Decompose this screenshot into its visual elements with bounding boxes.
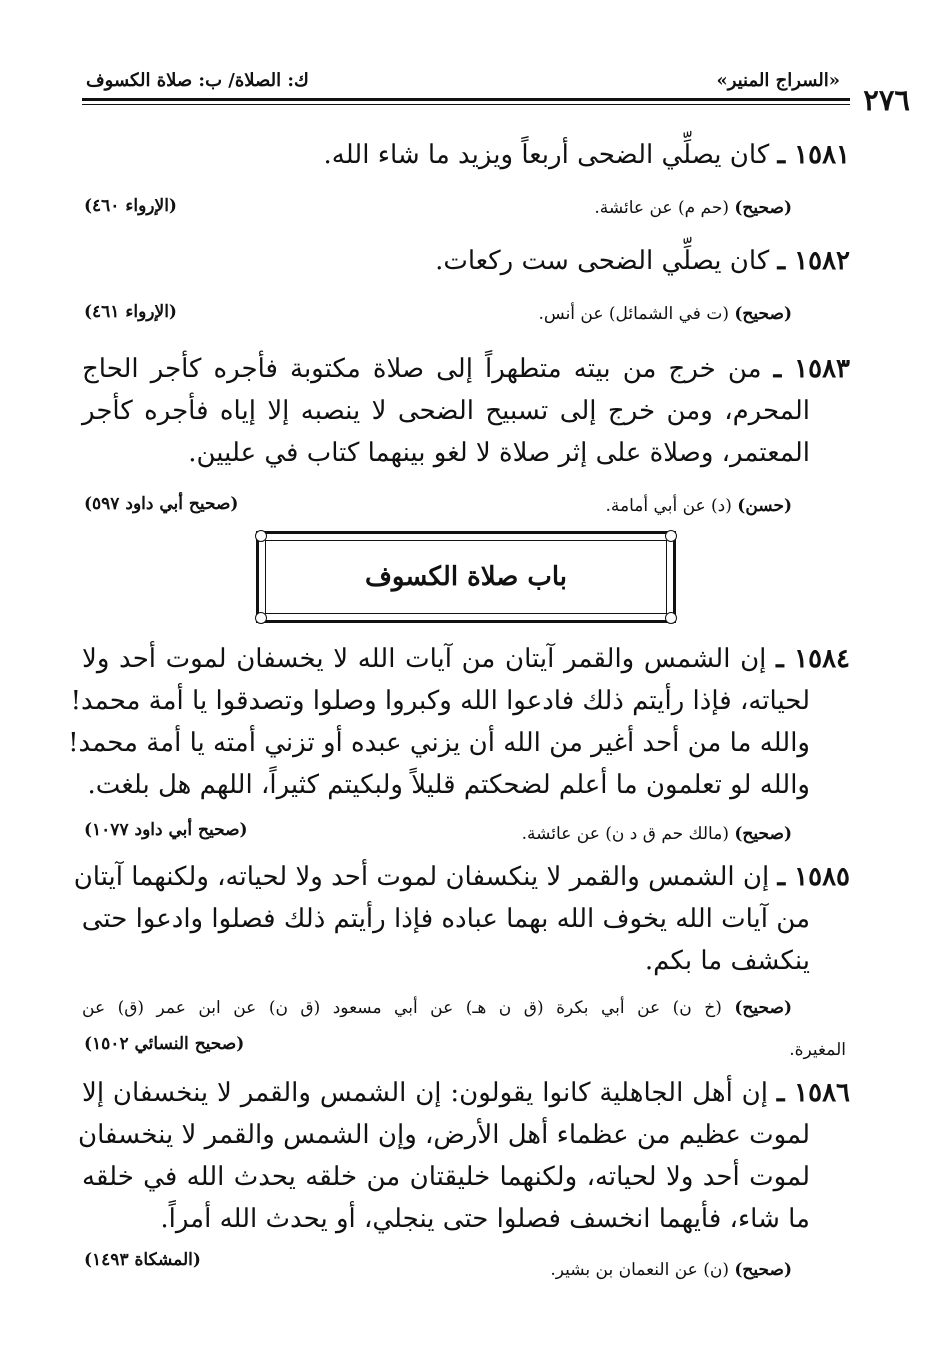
hadith-number: ١٥٨٦ ـ <box>776 1078 851 1108</box>
hadith-1583-line-2: المحرم، ومن خرج إلى تسبيح الضحى لا ينصبه إلا إياه فأجره كأجر <box>82 396 810 426</box>
hadith-line: من خرج من بيته متطهراً إلى صلاة مكتوبة فأجره كأجر الحاج <box>82 354 762 384</box>
hadith-1585-source <box>82 1000 792 1017</box>
hadith-1584-line-3: والله ما من أحد أغير من الله أن يزني عبده أو تزني أمته يا أمة محمد! <box>68 728 810 758</box>
corner-ornament <box>255 612 267 624</box>
source: (د) عن أبي أمامة. <box>605 496 732 516</box>
hadith-1585-line-3: ينكشف ما بكم. <box>644 946 810 976</box>
hadith-1585-line-2: من آيات الله يخوف الله بهما عباده فإذا رأيتم ذلك فصلوا وادعوا حتى <box>81 904 810 934</box>
hadith-line: إن الشمس والقمر آيتان من آيات الله لا يخسفان لموت أحد ولا <box>82 644 767 674</box>
hadith-number: ١٥٨٢ ـ <box>777 246 850 276</box>
hadith-1586-line-3: لموت أحد ولا لحياته، ولكنهما خليقتان من خلقه يحدث الله في خلقه <box>82 1162 810 1192</box>
grade: (صحيح) <box>734 198 792 218</box>
hadith-1582-source <box>539 306 793 323</box>
hadith-1581-text <box>324 142 851 168</box>
grade: (صحيح) <box>734 1260 792 1280</box>
hadith-1584-line-1 <box>82 646 850 672</box>
hadith-1584-ref: (صحيح أبي داود ١٠٧٧) <box>84 820 248 840</box>
hadith-1581-ref: (الإرواء ٤٦٠) <box>84 196 177 216</box>
hadith-1586-line-4: ما شاء، فأيهما انخسف فصلوا حتى ينجلي، أو يحدث الله أمراً. <box>160 1204 810 1234</box>
grade: (حسن) <box>737 496 792 516</box>
hadith-1582-ref: (الإرواء ٤٦١) <box>84 302 177 322</box>
hadith-1583-line-1 <box>82 356 850 382</box>
corner-ornament <box>665 612 677 624</box>
hadith-1582-text <box>435 248 850 274</box>
source: (مالك حم ق د ن) عن عائشة. <box>521 824 729 844</box>
grade: (صحيح) <box>734 304 792 324</box>
running-title: «السراج المنير» <box>716 70 840 91</box>
grade: (صحيح) <box>734 824 792 844</box>
chapter-heading: باب صلاة الكسوف <box>364 562 568 592</box>
source: (خ ن) عن أبي بكرة (ق ن هـ) عن أبي مسعود (ق ن) عن ابن عمر (ق) عن <box>82 998 722 1018</box>
hadith-line: كان يصلِّي الضحى ست ركعات. <box>435 246 770 276</box>
hadith-1585-ref: (صحيح النسائي ١٥٠٢) <box>84 1034 245 1054</box>
chapter-title: ك: الصلاة/ ب: صلاة الكسوف <box>86 70 309 91</box>
hadith-1586-line-1 <box>82 1080 850 1106</box>
hadith-1586-ref: (المشكاة ١٤٩٣) <box>84 1250 201 1270</box>
hadith-number: ١٥٨١ ـ <box>777 140 850 170</box>
hadith-number: ١٥٨٤ ـ <box>776 644 851 674</box>
source: (ت في الشمائل) عن أنس. <box>538 304 729 324</box>
hadith-1583-ref: (صحيح أبي داود ٥٩٧) <box>84 494 239 514</box>
grade: (صحيح) <box>734 998 792 1018</box>
hadith-1581-source <box>594 200 792 217</box>
hadith-number: ١٥٨٣ ـ <box>773 354 850 384</box>
hadith-line: إن أهل الجاهلية كانوا يقولون: إن الشمس والقمر لا ينخسفان إلا <box>82 1078 768 1108</box>
hadith-1584-line-2: لحياته، فإذا رأيتم ذلك فادعوا الله وكبروا وصلوا وتصدقوا يا أمة محمد! <box>70 686 810 716</box>
header-rule-thin <box>82 104 850 105</box>
hadith-1583-source <box>606 498 793 515</box>
hadith-line: كان يصلِّي الضحى أربعاً ويزيد ما شاء الله. <box>323 140 770 170</box>
corner-ornament <box>665 530 677 542</box>
hadith-1584-source <box>522 826 792 843</box>
page-number: ٢٧٦ <box>863 83 910 117</box>
hadith-1586-line-2: لموت عظيم من عظماء أهل الأرض، وإن الشمس والقمر لا ينخسفان <box>78 1120 810 1150</box>
source: (حم م) عن عائشة. <box>594 198 729 218</box>
hadith-number: ١٥٨٥ ـ <box>777 862 850 892</box>
source: (ن) عن النعمان بن بشير. <box>550 1260 729 1280</box>
hadith-1583-line-3: المعتمر، وصلاة على إثر صلاة لا لغو بينهما كتاب في عليين. <box>188 438 810 468</box>
hadith-1584-line-4: والله لو تعلمون ما أعلم لضحكتم قليلاً ولبكيتم كثيراً، اللهم هل بلغت. <box>87 770 810 800</box>
corner-ornament <box>255 530 267 542</box>
hadith-1585-source-cont: المغيرة. <box>789 1040 846 1060</box>
header-rule <box>82 98 850 101</box>
chapter-heading-frame <box>265 540 667 614</box>
hadith-1585-line-1 <box>73 862 850 892</box>
hadith-line: إن الشمس والقمر لا ينكسفان لموت أحد ولا لحياته، ولكنهما آيتان <box>73 862 770 892</box>
chapter-heading-box <box>256 531 676 623</box>
hadith-1586-source <box>550 1262 792 1279</box>
